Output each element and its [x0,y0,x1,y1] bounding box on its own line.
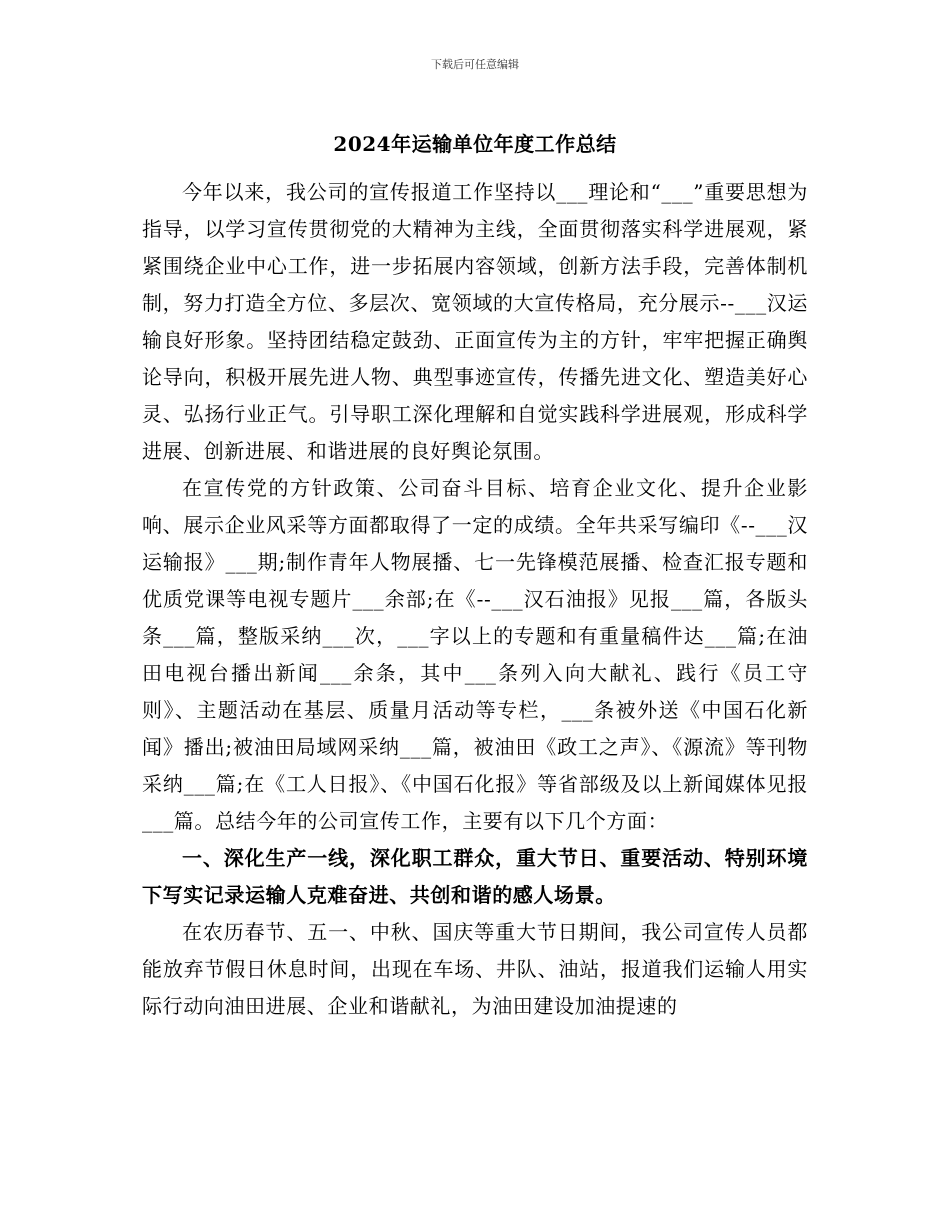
section-heading-1: 一、深化生产一线，深化职工群众，重大节日、重要活动、特别环境下写实记录运输人克难奋进、共创和谐的感人场景。 [142,846,808,907]
document-title: 2024年运输单位年度工作总结 [333,132,617,156]
paragraph-intro: 今年以来，我公司的宣传报道工作坚持以___理论和“___”重要思想为指导，以学习宣传贯彻党的大精神为主线，全面贯彻落实科学进展观，紧紧围绕企业中心工作，进一步拓展内容领域，创新方法手段，完善体制机制，努力打造全方位、多层次、宽领域的大宣传格局，充分展示--___汉运输良好形象。坚持团结稳定鼓劲、正面宣传为主的方针，牢牢把握正确舆论导向，积极开展先进人物、典型事迹宣传，传播先进文化、塑造美好心灵、弘扬行业正气。引导职工深化理解和自觉实践科学进展观，形成科学进展、创新进展、和谐进展的良好舆论氛围。 [142,180,808,463]
document-body [142,174,808,1025]
paragraph-achievements: 在宣传党的方针政策、公司奋斗目标、培育企业文化、提升企业影响、展示企业风采等方面都取得了一定的成绩。全年共采写编印《--___汉运输报》___期;制作青年人物展播、七一先锋模范展播、检查汇报专题和优质党课等电视专题片___余部;在《--___汉石油报》见报___篇，各版头条___篇，整版采纳___次，___字以上的专题和有重量稿件达___篇;在油田电视台播出新闻___余条，其中___条列入向大献礼、践行《员工守则》、主题活动在基层、质量月活动等专栏，___条被外送《中国石化新闻》播出;被油田局域网采纳___篇，被油田《政工之声》、《源流》等刊物采纳___篇;在《工人日报》、《中国石化报》等省部级及以上新闻媒体见报___篇。总结今年的公司宣传工作，主要有以下几个方面： [142,476,808,833]
header-note: 下载后可任意编辑 [431,58,519,71]
paragraph-section-1: 在农历春节、五一、中秋、国庆等重大节日期间，我公司宣传人员都能放弃节假日休息时间，出现在车场、井队、油站，报道我们运输人用实际行动向油田进展、企业和谐献礼，为油田建设加油提速的 [142,920,808,1018]
